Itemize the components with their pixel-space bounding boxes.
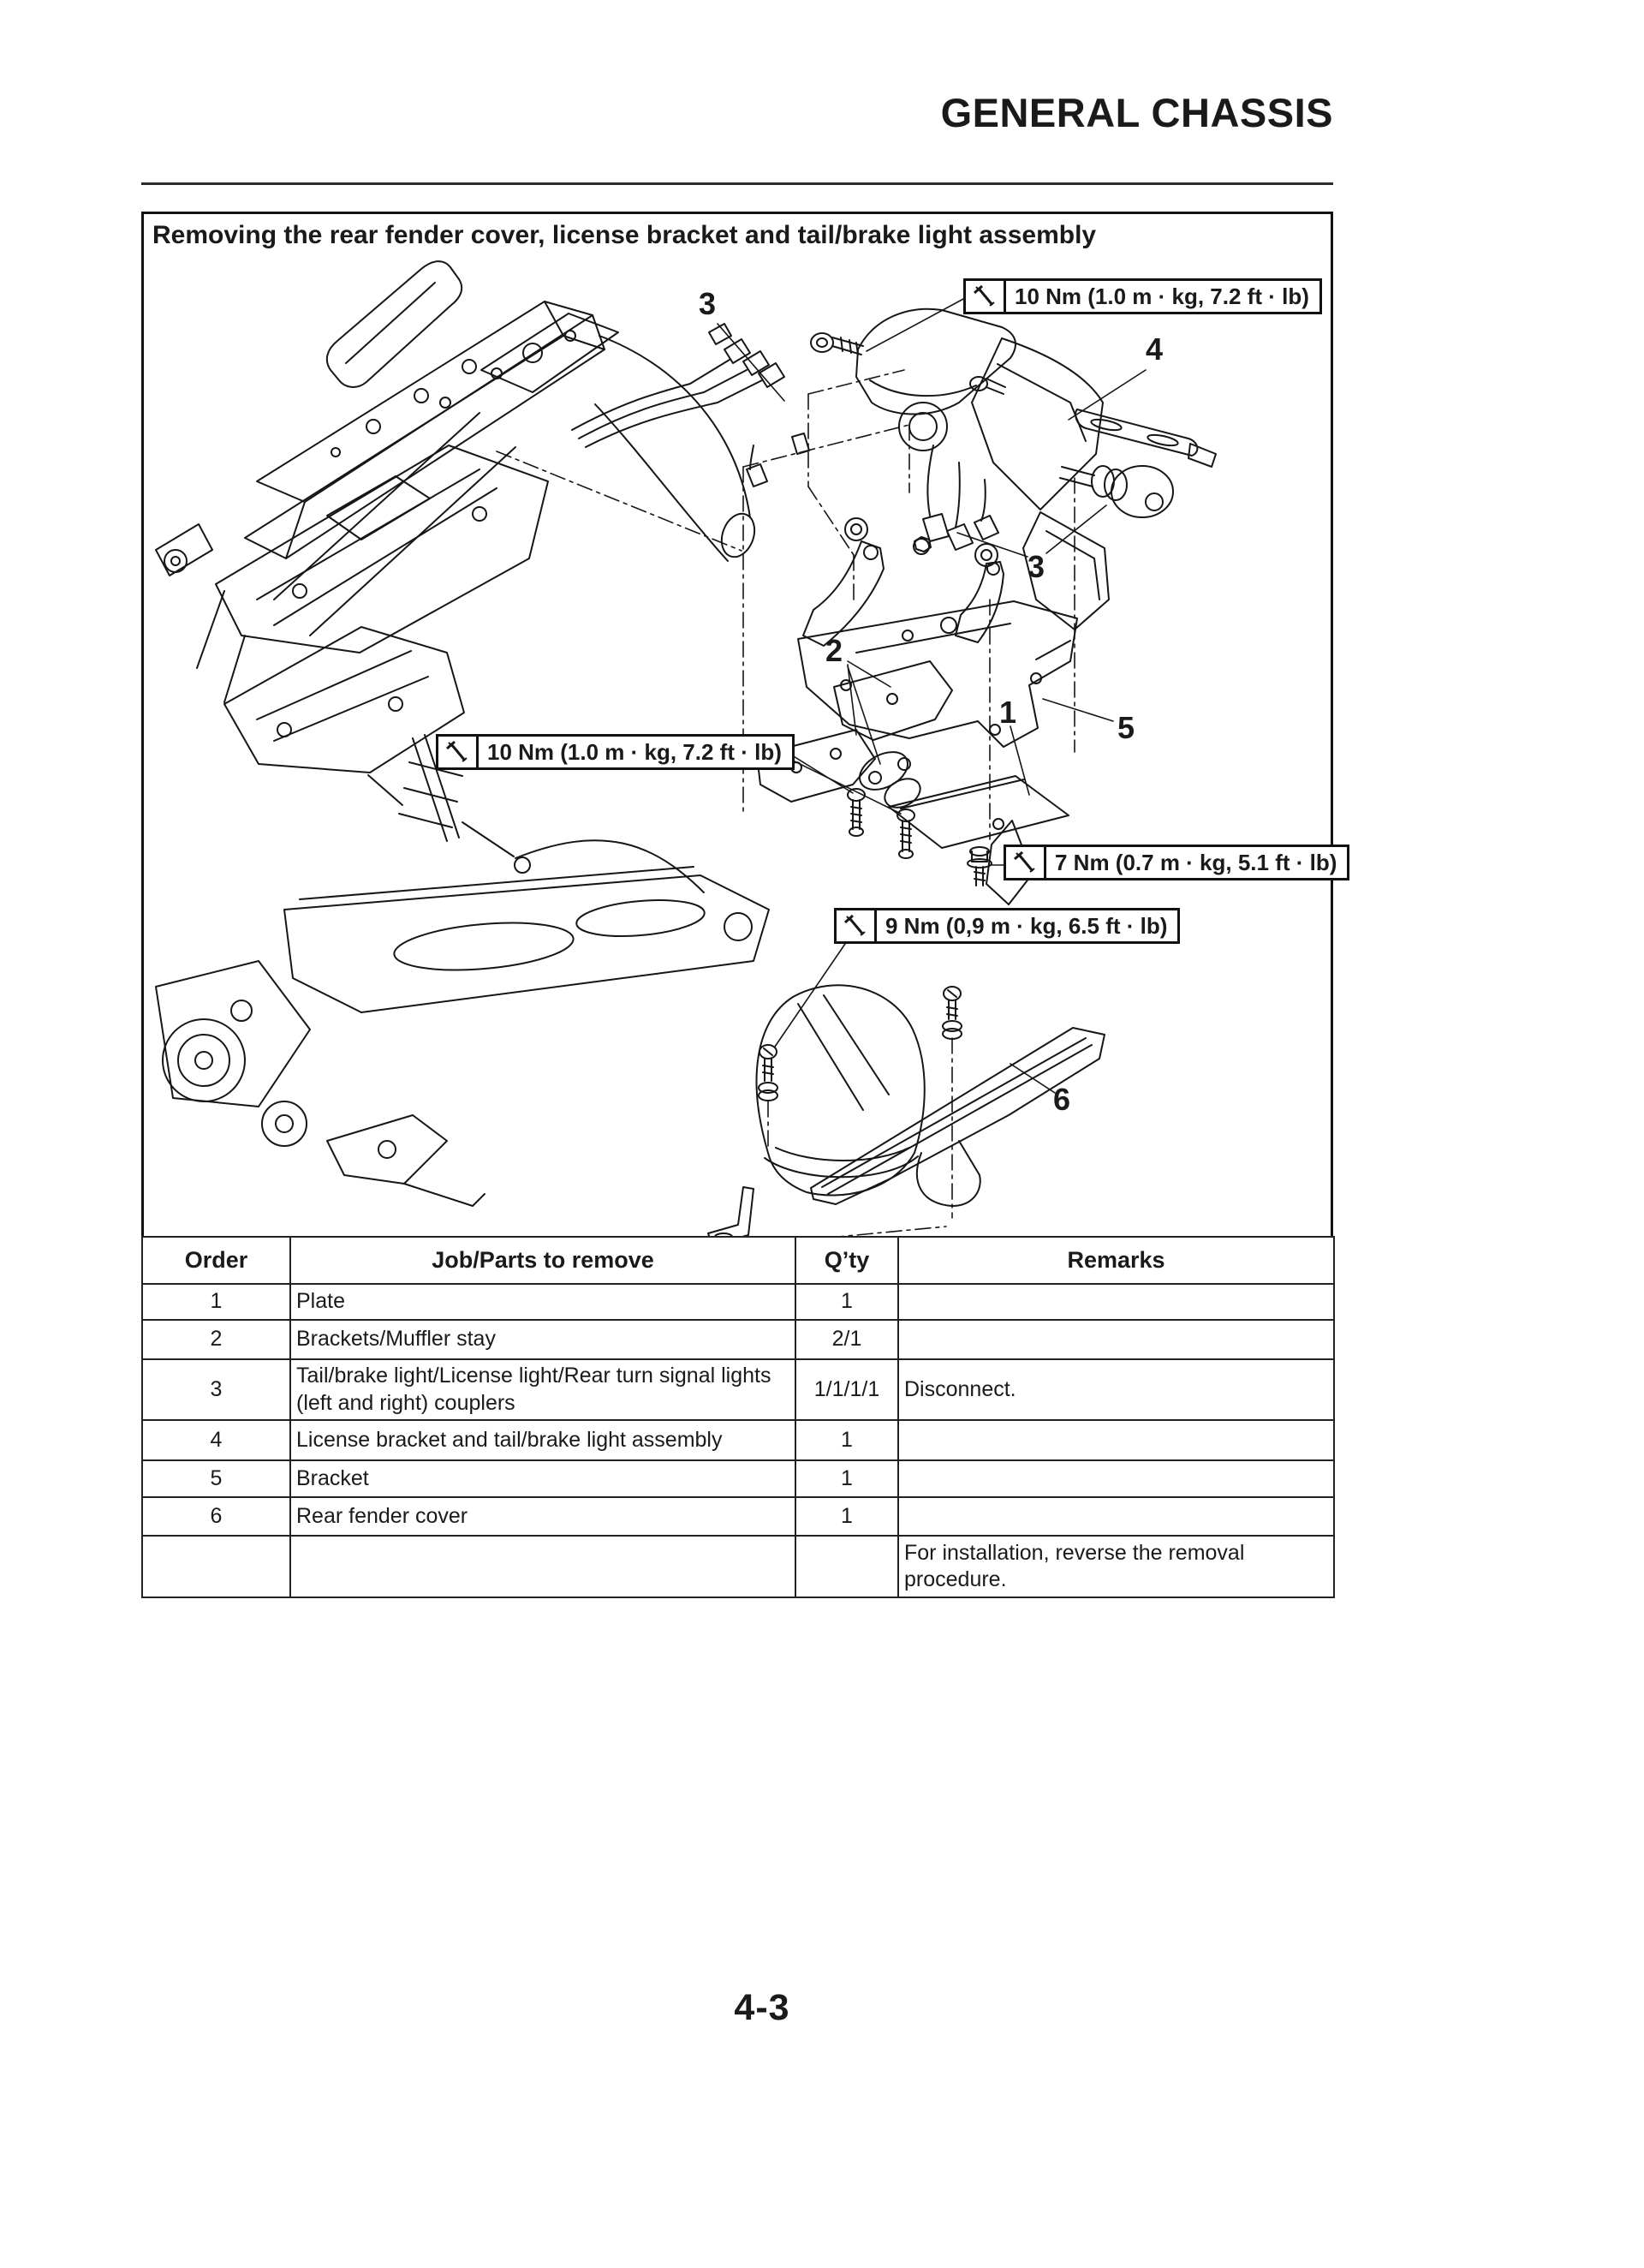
cell-order: 6: [142, 1497, 290, 1536]
col-header-order: Order: [142, 1237, 290, 1284]
table-row: [142, 1536, 1334, 1597]
table-row: [142, 1497, 1334, 1536]
torque-label-mid: [436, 734, 795, 770]
callout-6: 6: [1052, 1082, 1071, 1117]
callout-3-mid: 3: [1027, 549, 1045, 584]
table-header-row: [142, 1237, 1334, 1284]
cell-remarks: [898, 1460, 1334, 1497]
callout-2: 2: [825, 633, 843, 668]
cell-remarks: [898, 1284, 1334, 1320]
torque-label-fender: [834, 908, 1180, 944]
cell-job: License bracket and tail/brake light assembly: [290, 1420, 795, 1460]
cell-qty: 2/1: [795, 1320, 898, 1359]
parts-table: [141, 1236, 1333, 1598]
torque-wrench-icon: [837, 910, 877, 941]
page-title: GENERAL CHASSIS: [940, 90, 1333, 135]
cell-qty: 1: [795, 1460, 898, 1497]
torque-wrench-icon: [1006, 847, 1046, 878]
cell-job: [290, 1536, 795, 1597]
header-rule: [141, 182, 1333, 185]
torque-value: 10 Nm (1.0 m · kg, 7.2 ft · lb): [487, 738, 782, 765]
cell-qty: 1: [795, 1284, 898, 1320]
cell-qty: [795, 1536, 898, 1597]
cell-qty: 1: [795, 1420, 898, 1460]
cell-remarks: [898, 1320, 1334, 1359]
table-row: [142, 1460, 1334, 1497]
cell-job: Tail/brake light/License light/Rear turn signal lights (left and right) couplers: [290, 1359, 795, 1420]
cell-qty: 1: [795, 1497, 898, 1536]
col-header-qty: Q’ty: [795, 1237, 898, 1284]
cell-order: 3: [142, 1359, 290, 1420]
table-row: [142, 1359, 1334, 1420]
cell-order: [142, 1536, 290, 1597]
cell-remarks: [898, 1497, 1334, 1536]
table-row: [142, 1420, 1334, 1460]
torque-value: 10 Nm (1.0 m · kg, 7.2 ft · lb): [1015, 283, 1309, 309]
cell-job: Brackets/Muffler stay: [290, 1320, 795, 1359]
torque-value: 7 Nm (0.7 m · kg, 5.1 ft · lb): [1055, 849, 1337, 875]
table-row: [142, 1320, 1334, 1359]
cell-remarks: For installation, reverse the removal procedure.: [898, 1536, 1334, 1597]
torque-wrench-icon: [966, 281, 1006, 312]
cell-order: 4: [142, 1420, 290, 1460]
cell-order: 1: [142, 1284, 290, 1320]
callout-4: 4: [1145, 331, 1164, 367]
cell-remarks: [898, 1420, 1334, 1460]
torque-value: 9 Nm (0,9 m · kg, 6.5 ft · lb): [885, 912, 1168, 939]
cell-remarks: Disconnect.: [898, 1359, 1334, 1420]
cell-job: Plate: [290, 1284, 795, 1320]
callout-1: 1: [998, 695, 1017, 730]
callout-5: 5: [1117, 710, 1135, 745]
col-header-remarks: Remarks: [898, 1237, 1334, 1284]
torque-label-top: [963, 278, 1322, 314]
cell-order: 2: [142, 1320, 290, 1359]
cell-order: 5: [142, 1460, 290, 1497]
torque-label-lower: [1004, 845, 1349, 880]
cell-job: Rear fender cover: [290, 1497, 795, 1536]
cell-qty: 1/1/1/1: [795, 1359, 898, 1420]
cell-job: Bracket: [290, 1460, 795, 1497]
table-row: [142, 1284, 1334, 1320]
torque-wrench-icon: [438, 737, 479, 767]
figure-title: Removing the rear fender cover, license bracket and tail/brake light assembly: [152, 221, 1097, 249]
col-header-job: Job/Parts to remove: [290, 1237, 795, 1284]
page-number: 4-3: [734, 1987, 790, 2028]
callout-3-top: 3: [698, 286, 717, 321]
